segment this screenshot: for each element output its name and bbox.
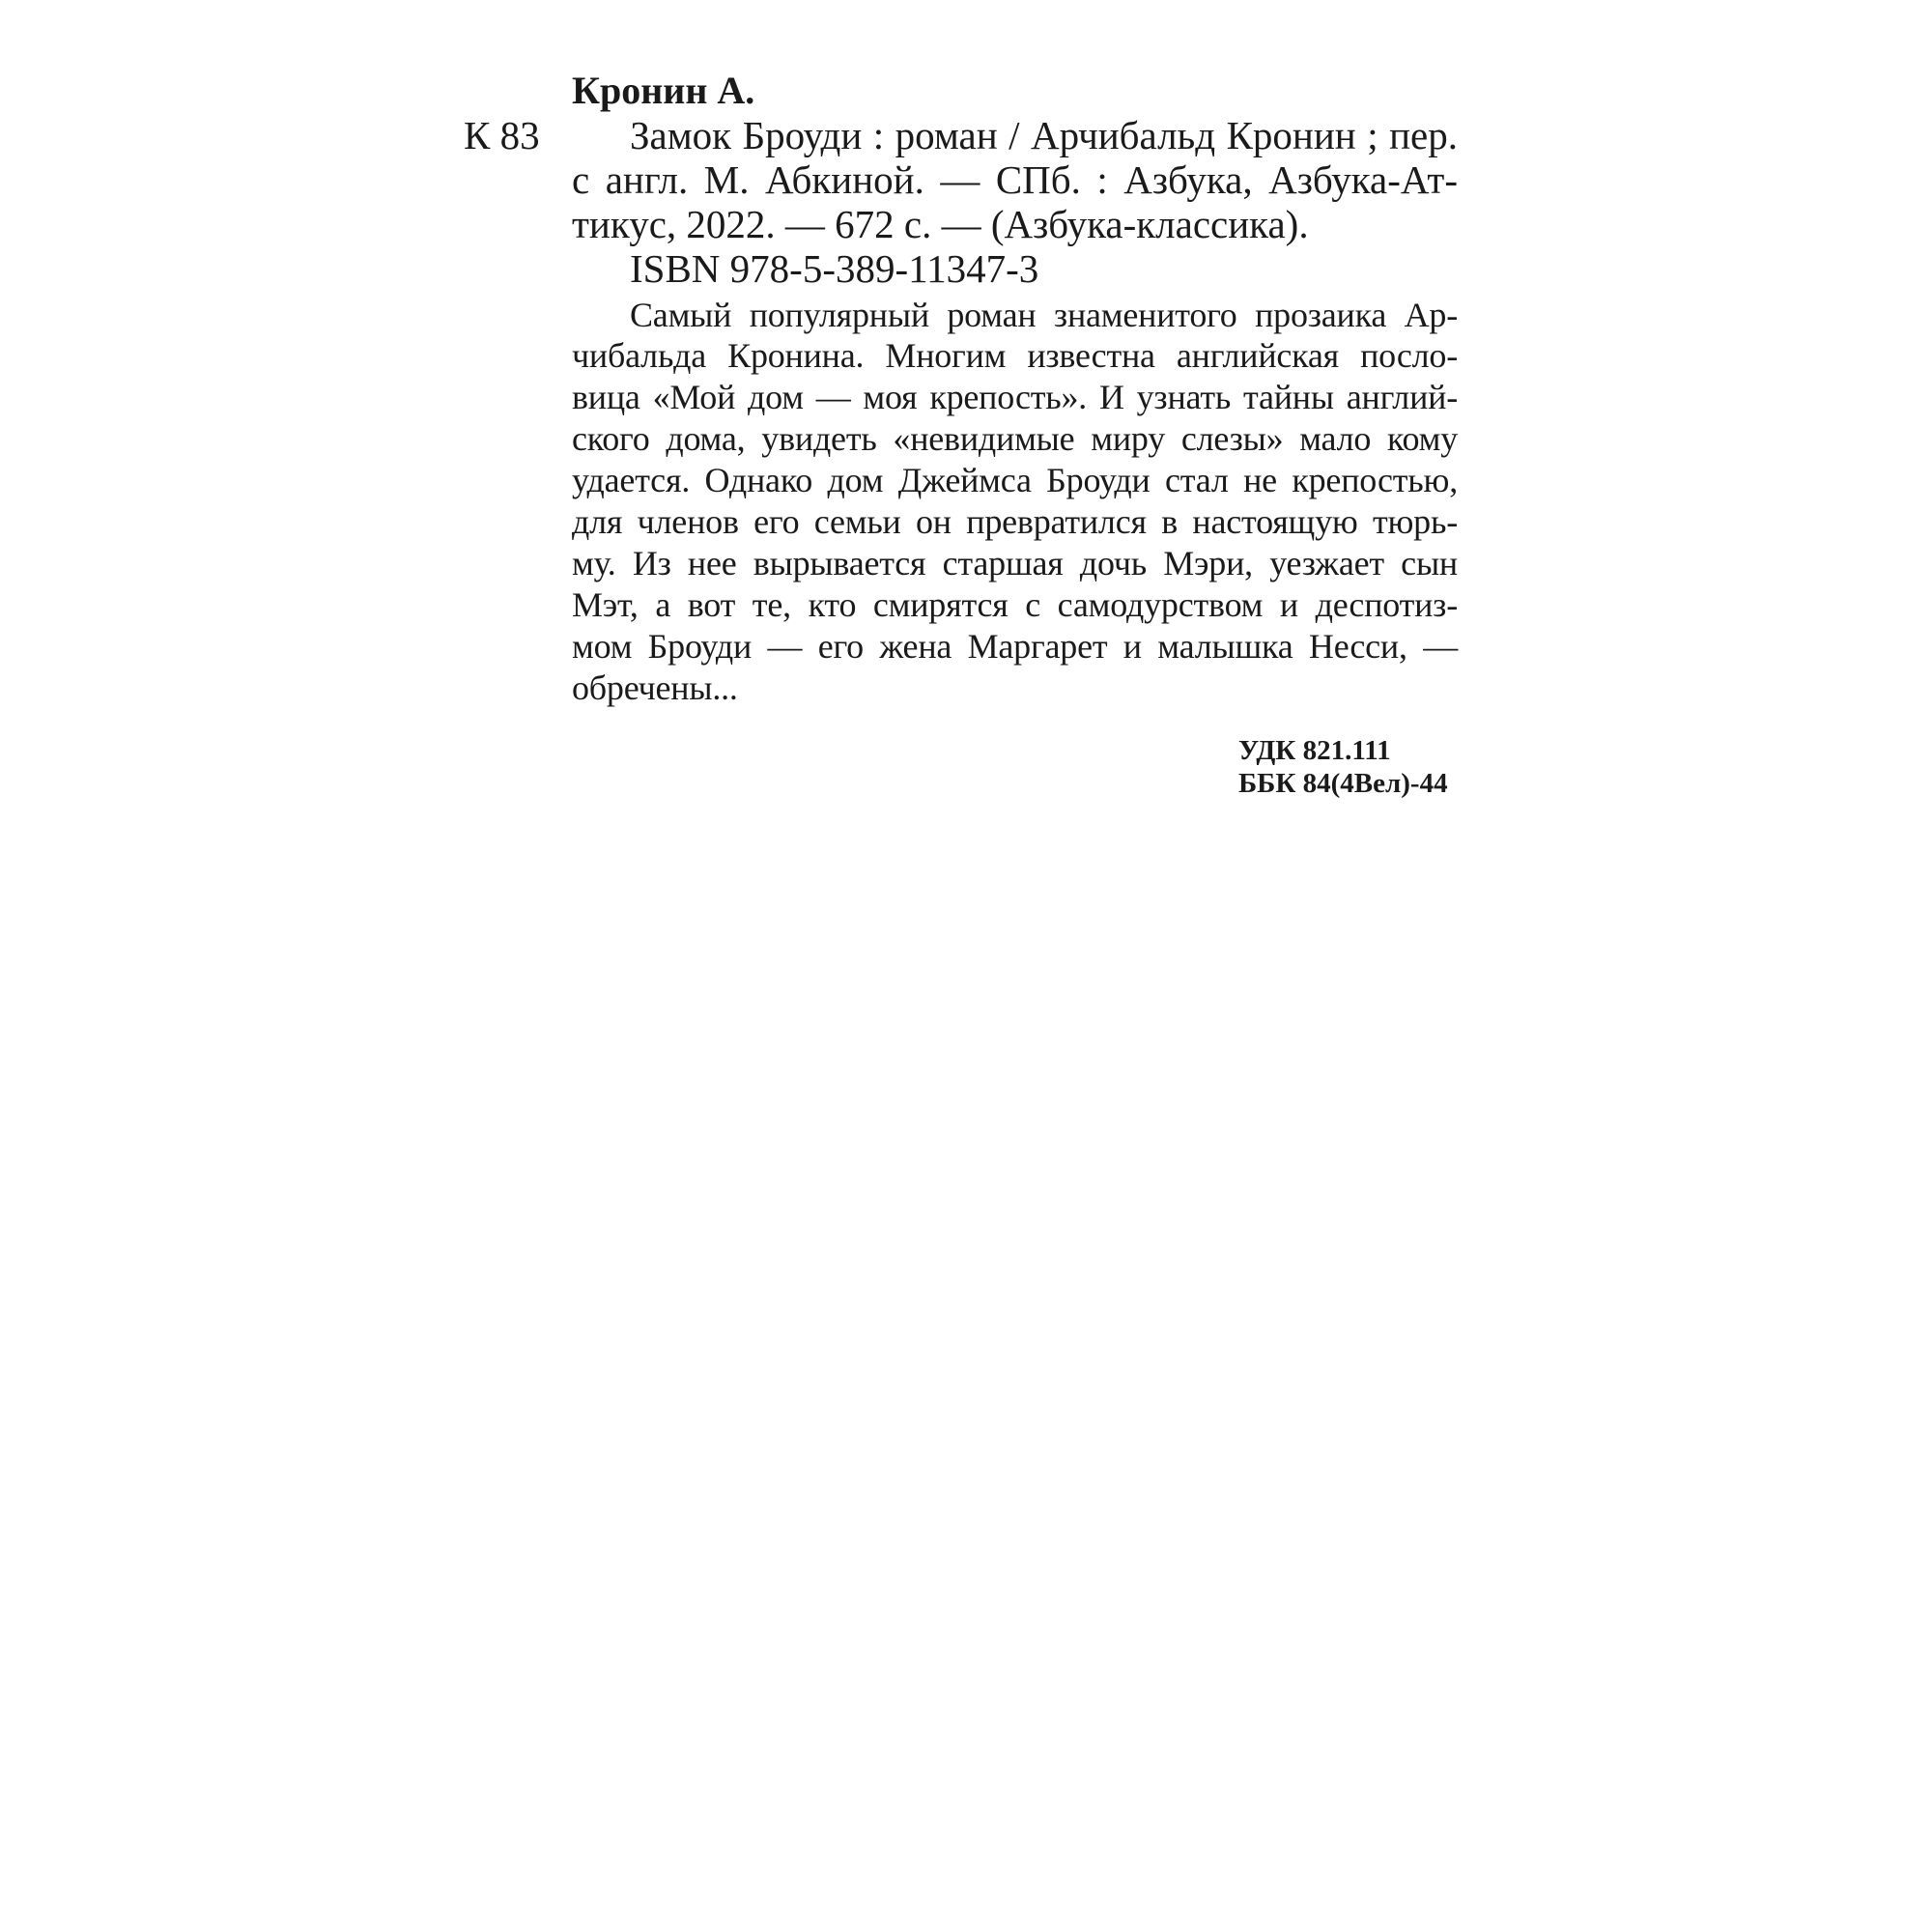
annotation-line: чибальда Кронина. Многим известна английская посло-	[572, 336, 1458, 375]
bbk-code: ББК 84(4Вел)-44	[1238, 768, 1448, 799]
author-heading: Кронин А.	[572, 69, 755, 112]
annotation-line: удается. Однако дом Джеймса Броуди стал не крепостью,	[572, 461, 1458, 499]
annotation-line: му. Из нее вырывается старшая дочь Мэри, уезжает сын	[572, 544, 1458, 582]
annotation-line: вица «Мой дом — моя крепость». И узнать тайны англий-	[572, 378, 1458, 416]
annotation-line: обречены...	[572, 668, 738, 707]
bibliographic-line: тикус, 2022. — 672 с. — (Азбука-классика).	[572, 202, 1309, 246]
annotation-line: ского дома, увидеть «невидимые миру слезы» мало кому	[572, 419, 1458, 458]
isbn: ISBN 978-5-389-11347-3	[630, 246, 1039, 291]
bibliographic-line: Замок Броуди : роман / Арчибальд Кронин ; пер.	[630, 113, 1458, 157]
annotation-line: Мэт, а вот те, кто смирятся с самодурством и деспотиз-	[572, 585, 1458, 624]
annotation-line: для членов его семьи он превратился в настоящую тюрь-	[572, 502, 1458, 541]
author-mark-code: К 83	[464, 113, 540, 157]
udk-code: УДК 821.111	[1238, 735, 1391, 766]
bibliographic-line: с англ. М. Абкиной. — СПб. : Азбука, Азбука-Ат-	[572, 157, 1458, 202]
annotation-line: мом Броуди — его жена Маргарет и малышка Несси, —	[572, 627, 1458, 666]
annotation-line: Самый популярный роман знаменитого прозаика Ар-	[630, 296, 1458, 334]
